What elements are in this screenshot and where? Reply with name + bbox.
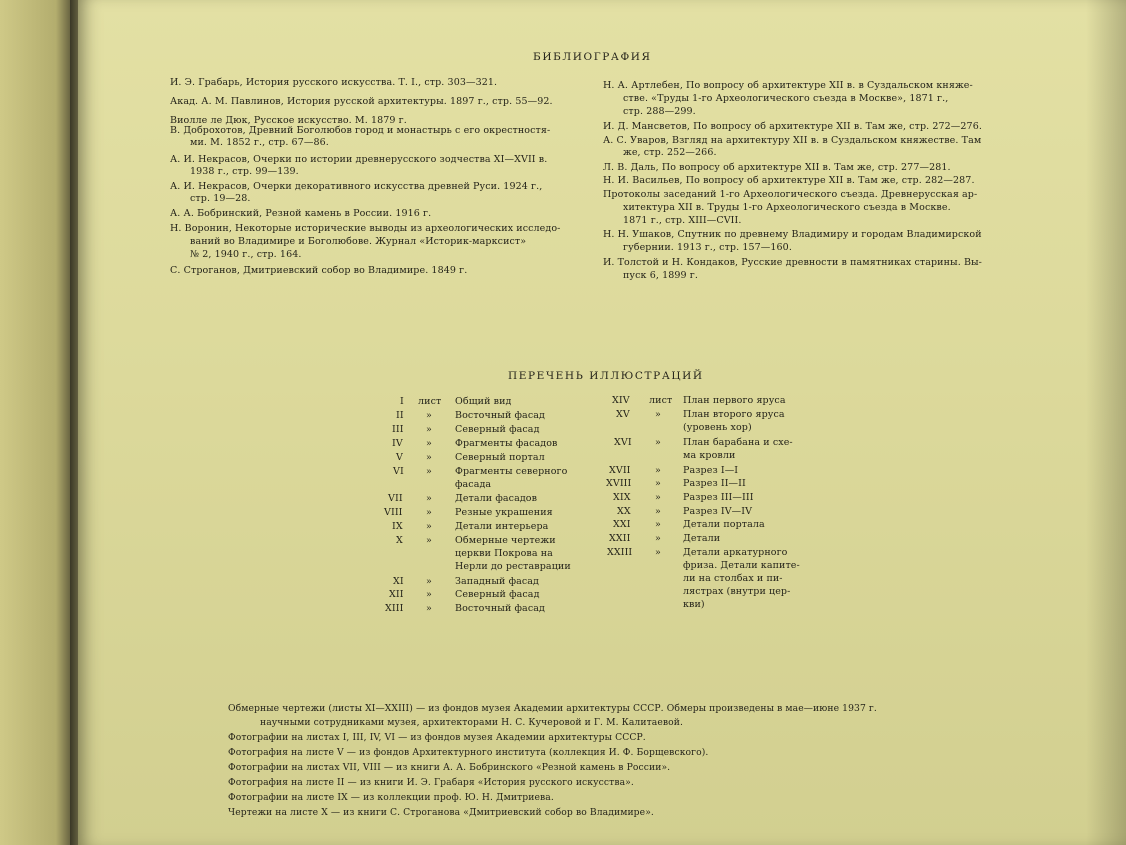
book-page: [78, 0, 1126, 845]
sheet-caption: Нерли до реставрации: [455, 561, 571, 572]
sheet-caption: фриза. Детали капите-: [683, 560, 800, 571]
bibliography-entry: Н. И. Васильев, По вопросу об архитектуре XII в. Там же, стр. 282—287.: [603, 175, 975, 186]
sheet-number: XIX: [613, 492, 631, 503]
bibliography-entry: С. Строганов, Дмитриевский собор во Владимире. 1849 г.: [170, 265, 468, 276]
sheet-caption: фасада: [455, 479, 492, 490]
bibliography-entry-cont: стр. 19—28.: [190, 193, 251, 204]
bibliography-entry: А. А. Бобринский, Резной камень в России. 1916 г.: [170, 208, 432, 219]
sheet-mark: »: [426, 507, 432, 518]
sheet-number: XXIII: [607, 547, 633, 558]
bibliography-entry: А. И. Некрасов, Очерки декоративного искусства древней Руси. 1924 г.,: [170, 181, 543, 192]
sheet-caption: Северный портал: [455, 452, 545, 463]
sheet-number: VII: [388, 493, 403, 504]
bibliography-entry: Протоколы заседаний 1-го Археологического съезда. Древнерусская ар-: [603, 189, 978, 200]
sheet-caption: Разрез III—III: [683, 492, 754, 503]
sheet-number: XXII: [609, 533, 631, 544]
sheet-caption: Северный фасад: [455, 589, 540, 600]
sheet-number: XXI: [613, 519, 631, 530]
sheet-number: III: [392, 424, 404, 435]
bibliography-entry: А. С. Уваров, Взгляд на архитектуру XII в. в Суздальском княжестве. Там: [603, 135, 982, 146]
note-line: Фотография на листе II — из книги И. Э. Грабаря «История русского искусства».: [228, 777, 634, 788]
bibliography-entry-cont: стве. «Труды 1-го Археологического съезда в Москве», 1871 г.,: [623, 93, 949, 104]
sheet-mark: »: [655, 547, 661, 558]
sheet-caption: ли на столбах и пи-: [683, 573, 783, 584]
sheet-mark: »: [426, 410, 432, 421]
bibliography-entry: Л. В. Даль, По вопросу об архитектуре XII в. Там же, стр. 277—281.: [603, 162, 951, 173]
sheet-caption: Детали портала: [683, 519, 765, 530]
sheet-number: XII: [389, 589, 404, 600]
bibliography-entry-cont: 1938 г., стр. 99—139.: [190, 166, 299, 177]
sheet-mark: »: [655, 465, 661, 476]
sheet-caption: Разрез II—II: [683, 478, 746, 489]
bibliography-entry-cont: пуск 6, 1899 г.: [623, 270, 698, 281]
note-line: Фотографии на листе IX — из коллекции проф. Ю. Н. Дмитриева.: [228, 792, 554, 803]
sheet-mark: »: [655, 437, 661, 448]
sheet-mark: »: [426, 424, 432, 435]
bibliography-entry: И. Д. Мансветов, По вопросу об архитектуре XII в. Там же, стр. 272—276.: [603, 121, 982, 132]
bibliography-entry: А. И. Некрасов, Очерки по истории древнерусского зодчества XI—XVII в.: [170, 154, 548, 165]
bibliography-entry-cont: ми. М. 1852 г., стр. 67—86.: [190, 137, 329, 148]
previous-page-edge: [0, 0, 70, 845]
sheet-caption: Восточный фасад: [455, 410, 545, 421]
illustrations-title: ПЕРЕЧЕНЬ ИЛЛЮСТРАЦИЙ: [508, 370, 704, 382]
sheet-number: II: [396, 410, 404, 421]
sheet-mark: »: [426, 589, 432, 600]
bibliography-entry-cont: № 2, 1940 г., стр. 164.: [190, 249, 302, 260]
sheet-number: IX: [392, 521, 403, 532]
sheet-caption: лястрах (внутри цер-: [683, 586, 791, 597]
sheet-caption: Детали: [683, 533, 721, 544]
sheet-caption: Детали фасадов: [455, 493, 538, 504]
sheet-caption: План второго яруса: [683, 409, 785, 420]
sheet-caption: Фрагменты северного: [455, 466, 568, 477]
bibliography-entry-cont: ваний во Владимире и Боголюбове. Журнал «Историк-марксист»: [190, 236, 527, 247]
sheet-number: XIV: [612, 395, 630, 406]
sheet-caption: Резные украшения: [455, 507, 553, 518]
sheet-mark: »: [426, 576, 432, 587]
sheet-number: IV: [392, 438, 403, 449]
bibliography-entry: Н. Н. Ушаков, Спутник по древнему Владимиру и городам Владимирской: [603, 229, 982, 240]
sheet-number: XVII: [609, 465, 631, 476]
sheet-mark: »: [426, 521, 432, 532]
sheet-caption: Детали аркатурного: [683, 547, 788, 558]
sheet-caption: ма кровли: [683, 450, 736, 461]
sheet-caption: кви): [683, 599, 705, 610]
sheet-number: XVIII: [606, 478, 632, 489]
note-line: Фотографии на листах I, III, IV, VI — из фондов музея Академии архитектуры СССР.: [228, 732, 646, 743]
sheet-caption: План первого яруса: [683, 395, 786, 406]
sheet-number: VIII: [384, 507, 403, 518]
sheet-number: X: [396, 535, 403, 546]
sheet-mark: »: [426, 466, 432, 477]
note-line: Фотографии на листах VII, VIII — из книги А. А. Бобринского «Резной камень в России».: [228, 762, 671, 773]
sheet-number: XIII: [385, 603, 404, 614]
bibliography-entry-cont: стр. 288—299.: [623, 106, 696, 117]
sheet-mark: лист: [418, 396, 442, 407]
sheet-caption: Северный фасад: [455, 424, 540, 435]
bibliography-title: БИБЛИОГРАФИЯ: [533, 51, 652, 63]
sheet-mark: »: [426, 493, 432, 504]
note-line: Обмерные чертежи (листы XI—XXIII) — из фондов музея Академии архитектуры СССР. Обмеры произведены в мае—июне 1937 г.: [228, 703, 877, 714]
bibliography-entry: Виолле ле Дюк, Русское искусство. М. 1879 г.: [170, 115, 407, 126]
sheet-mark: »: [655, 478, 661, 489]
sheet-mark: »: [655, 492, 661, 503]
page-shading: [1086, 0, 1126, 845]
sheet-caption: церкви Покрова на: [455, 548, 553, 559]
sheet-number: XX: [617, 506, 631, 517]
bibliography-entry: Н. Воронин, Некоторые исторические выводы из археологических исследо-: [170, 223, 561, 234]
sheet-caption: Фрагменты фасадов: [455, 438, 558, 449]
bibliography-entry: И. Э. Грабарь, История русского искусства. Т. I., стр. 303—321.: [170, 77, 498, 88]
sheet-caption: Восточный фасад: [455, 603, 545, 614]
note-line: Чертежи на листе X — из книги С. Строганова «Дмитриевский собор во Владимире».: [228, 807, 654, 818]
sheet-number: XV: [616, 409, 630, 420]
bibliography-entry-cont: губернии. 1913 г., стр. 157—160.: [623, 242, 792, 253]
sheet-caption: Общий вид: [455, 396, 512, 407]
sheet-number: I: [400, 396, 404, 407]
bibliography-entry-cont: же, стр. 252—266.: [623, 147, 717, 158]
sheet-mark: »: [426, 452, 432, 463]
sheet-caption: (уровень хор): [683, 422, 752, 433]
sheet-mark: »: [426, 535, 432, 546]
bibliography-entry: И. Толстой и Н. Кондаков, Русские древности в памятниках старины. Вы-: [603, 257, 982, 268]
bibliography-entry-cont: хитектура XII в. Труды 1-го Археологического съезда в Москве.: [623, 202, 951, 213]
sheet-mark: »: [655, 409, 661, 420]
sheet-mark: »: [426, 438, 432, 449]
sheet-caption: Обмерные чертежи: [455, 535, 556, 546]
sheet-number: XI: [393, 576, 404, 587]
sheet-number: XVI: [614, 437, 632, 448]
sheet-number: VI: [393, 466, 404, 477]
bibliography-entry: Акад. А. М. Павлинов, История русской архитектуры. 1897 г., стр. 55—92.: [170, 96, 553, 107]
bibliography-entry: Н. А. Артлебен, По вопросу об архитектуре XII в. в Суздальском княже-: [603, 80, 973, 91]
sheet-caption: Детали интерьера: [455, 521, 549, 532]
note-line: Фотография на листе V — из фондов Архитектурного института (коллекция И. Ф. Борщевского).: [228, 747, 709, 758]
sheet-caption: Разрез I—I: [683, 465, 739, 476]
sheet-caption: План барабана и схе-: [683, 437, 793, 448]
sheet-caption: Разрез IV—IV: [683, 506, 753, 517]
bibliography-entry-cont: 1871 г., стр. XIII—CVII.: [623, 215, 742, 226]
sheet-mark: »: [655, 533, 661, 544]
sheet-mark: »: [655, 519, 661, 530]
sheet-caption: Западный фасад: [455, 576, 540, 587]
sheet-mark: »: [655, 506, 661, 517]
sheet-number: V: [396, 452, 403, 463]
note-line: научными сотрудниками музея, архитекторами Н. С. Кучеровой и Г. М. Калитаевой.: [260, 717, 684, 728]
bibliography-entry: В. Доброхотов, Древний Боголюбов город и монастырь с его окрестностя-: [170, 125, 551, 136]
sheet-mark: лист: [649, 395, 673, 406]
sheet-mark: »: [426, 603, 432, 614]
